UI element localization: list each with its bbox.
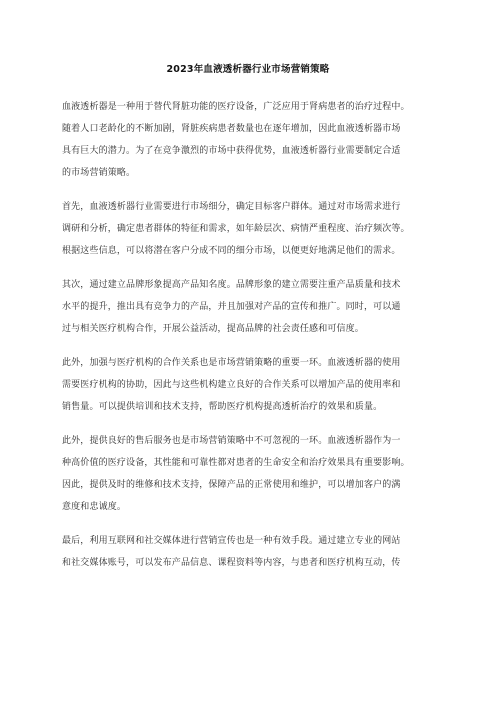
- paragraph-service: [62, 430, 448, 518]
- text-line: 最后，利用互联网和社交媒体进行营销宣传也是一种有效手段。通过建立专业的网站: [62, 536, 401, 546]
- text-line: 的市场营销策略。: [62, 168, 136, 178]
- paragraph-partnership: [62, 352, 448, 418]
- text-line: 销售量。可以提供培训和技术支持，帮助医疗机构提高透析治疗的效果和质量。: [62, 402, 383, 412]
- text-line: 需要医疗机构的协助，因此与这些机构建立良好的合作关系可以增加产品的使用率和: [62, 380, 401, 390]
- text-line: 因此，提供及时的维修和技术支持，保障产品的正常使用和维护，可以增加客户的满: [62, 480, 401, 490]
- paragraph-segmentation: [62, 196, 448, 262]
- text-line: 具有巨大的潜力。为了在竞争激烈的市场中获得优势，血液透析器行业需要制定合适: [62, 146, 401, 156]
- text-line: 此外，加强与医疗机构的合作关系也是市场营销策略的重要一环。血液透析器的使用: [62, 358, 401, 368]
- paragraph-online: [62, 530, 448, 574]
- text-line: 过与相关医疗机构合作，开展公益活动，提高品牌的社会责任感和可信度。: [62, 324, 364, 334]
- paragraph-intro: [62, 96, 448, 184]
- text-line: 调研和分析，确定患者群体的特征和需求，如年龄层次、病情严重程度、治疗频次等。: [62, 224, 410, 234]
- text-line: 和社交媒体账号，可以发布产品信息、课程资料等内容，与患者和医疗机构互动，传: [62, 558, 401, 568]
- paragraph-brand: [62, 274, 448, 340]
- text-line: 根据这些信息，可以将潜在客户分成不同的细分市场，以便更好地满足他们的需求。: [62, 246, 401, 256]
- text-line: 随着人口老龄化的不断加剧，肾脏疾病患者数量也在逐年增加，因此血液透析器市场: [62, 124, 401, 134]
- text-line: 意度和忠诚度。: [62, 502, 127, 512]
- text-line: 血液透析器是一种用于替代肾脏功能的医疗设备，广泛应用于肾病患者的治疗过程中。: [62, 102, 410, 112]
- text-line: 其次，通过建立品牌形象提高产品知名度。品牌形象的建立需要注重产品质量和技术: [62, 280, 401, 290]
- text-line: 此外，提供良好的售后服务也是市场营销策略中不可忽视的一环。血液透析器作为一: [62, 436, 401, 446]
- document-title: 2023年血液透析器行业市场营销策略: [166, 64, 330, 75]
- text-line: 水平的提升，推出具有竞争力的产品，并且加强对产品的宣传和推广。同时，可以通: [62, 302, 401, 312]
- document-body: [62, 96, 448, 586]
- text-line: 种高价值的医疗设备，其性能和可靠性都对患者的生命安全和治疗效果具有重要影响。: [62, 458, 410, 468]
- text-line: 首先，血液透析器行业需要进行市场细分，确定目标客户群体。通过对市场需求进行: [62, 202, 401, 212]
